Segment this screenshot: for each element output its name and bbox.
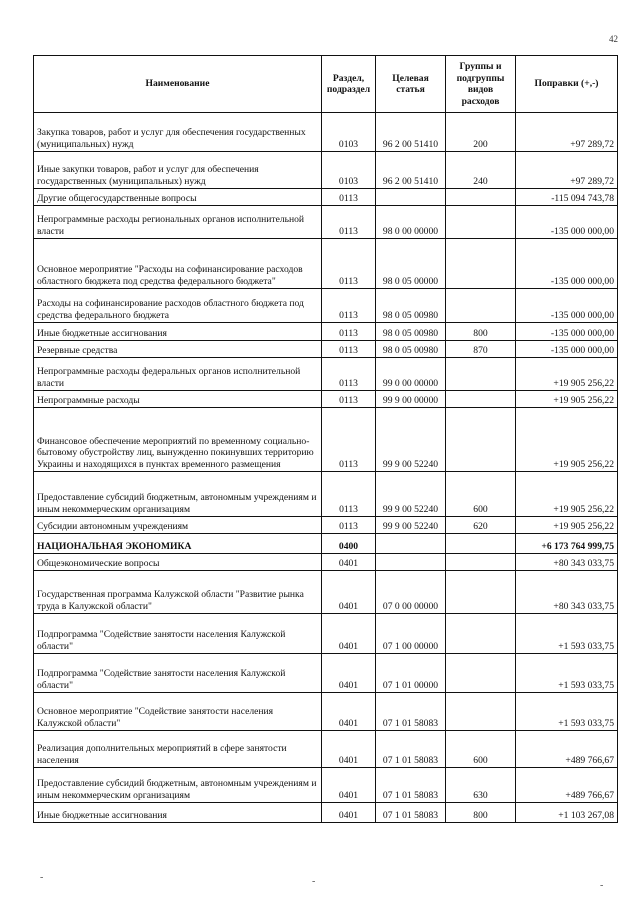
cell-target: 07 0 00 00000 [376,571,446,614]
cell-group [446,571,516,614]
table-row [34,113,618,152]
cell-name: Подпрограмма "Содействие занятости населения Калужской области" [34,614,322,654]
cell-section: 0401 [322,693,376,731]
cell-group: 800 [446,323,516,341]
cell-target: 07 1 01 58083 [376,803,446,823]
cell-section: 0113 [322,323,376,341]
cell-amount: +489 766,67 [516,731,618,768]
table-row [34,391,618,408]
table-row [34,152,618,189]
cell-name: Непрограммные расходы [34,391,322,408]
table-row [34,341,618,358]
cell-name: Реализация дополнительных мероприятий в сфере занятости населения [34,731,322,768]
cell-target: 96 2 00 51410 [376,113,446,152]
cell-group [446,554,516,571]
table-row [34,189,618,206]
cell-section: 0103 [322,152,376,189]
cell-target: 98 0 05 00980 [376,289,446,323]
cell-target: 99 9 00 52240 [376,517,446,534]
cell-name: Непрограммные расходы федеральных органов исполнительной власти [34,358,322,391]
cell-amount: +19 905 256,22 [516,517,618,534]
cell-name: Резервные средства [34,341,322,358]
cell-section: 0113 [322,358,376,391]
table-row [34,614,618,654]
cell-section: 0401 [322,654,376,693]
header-name: Наименование [34,56,322,113]
cell-section: 0401 [322,803,376,823]
cell-group: 600 [446,472,516,517]
cell-name: Финансовое обеспечение мероприятий по временному социально-бытовому обустройству лиц, вынужденно покинувших территорию Украины и находящихся в пунктах временного размещения [34,408,322,472]
cell-section: 0113 [322,391,376,408]
cell-target: 07 1 00 00000 [376,614,446,654]
cell-amount: +19 905 256,22 [516,408,618,472]
cell-section: 0401 [322,554,376,571]
cell-group [446,391,516,408]
cell-section: 0113 [322,189,376,206]
table-row [34,408,618,472]
cell-group [446,693,516,731]
table-row [34,323,618,341]
cell-section: 0400 [322,534,376,554]
table-row [34,517,618,534]
table-row [34,554,618,571]
cell-amount: +489 766,67 [516,768,618,803]
cell-target: 98 0 05 00980 [376,323,446,341]
cell-group: 600 [446,731,516,768]
cell-name: Общеэкономические вопросы [34,554,322,571]
table-header-row [34,56,618,113]
cell-amount: -135 000 000,00 [516,206,618,239]
table-body [34,113,618,823]
header-amount: Поправки (+,-) [516,56,618,113]
cell-section: 0113 [322,408,376,472]
cell-section: 0103 [322,113,376,152]
cell-amount: +97 289,72 [516,152,618,189]
cell-target [376,534,446,554]
cell-amount: +80 343 033,75 [516,571,618,614]
cell-section: 0401 [322,731,376,768]
cell-section: 0113 [322,472,376,517]
cell-amount: +6 173 764 999,75 [516,534,618,554]
header-section: Раздел, подраздел [322,56,376,113]
cell-group [446,289,516,323]
cell-name: Основное мероприятие "Содействие занятости населения Калужской области" [34,693,322,731]
cell-target: 99 9 00 52240 [376,408,446,472]
cell-name: Иные бюджетные ассигнования [34,323,322,341]
cell-target [376,554,446,571]
cell-group: 620 [446,517,516,534]
cell-section: 0113 [322,239,376,289]
cell-name: Иные закупки товаров, работ и услуг для обеспечения государственных (муниципальных) нужд [34,152,322,189]
cell-group [446,654,516,693]
cell-amount: +1 593 033,75 [516,693,618,731]
cell-name: Предоставление субсидий бюджетным, автономным учреждениям и иным некоммерческим организациям [34,768,322,803]
table-row [34,534,618,554]
cell-target: 07 1 01 58083 [376,768,446,803]
cell-target: 98 0 00 00000 [376,206,446,239]
table-row [34,239,618,289]
cell-group [446,358,516,391]
table-row [34,768,618,803]
cell-target: 99 9 00 52240 [376,472,446,517]
scan-mark-center: - [312,876,316,887]
cell-name: Государственная программа Калужской области "Развитие рынка труда в Калужской области" [34,571,322,614]
cell-name: НАЦИОНАЛЬНАЯ ЭКОНОМИКА [34,534,322,554]
cell-group [446,189,516,206]
cell-group: 800 [446,803,516,823]
table-row [34,654,618,693]
cell-group [446,614,516,654]
table-row [34,803,618,823]
header-target: Целевая статья [376,56,446,113]
cell-amount: +97 289,72 [516,113,618,152]
cell-name: Субсидии автономным учреждениям [34,517,322,534]
cell-amount: +80 343 033,75 [516,554,618,571]
cell-target: 07 1 01 00000 [376,654,446,693]
table-row [34,472,618,517]
cell-name: Предоставление субсидий бюджетным, автономным учреждениям и иным некоммерческим организациям [34,472,322,517]
cell-target: 99 0 00 00000 [376,358,446,391]
budget-amendments-table [33,55,618,823]
cell-section: 0401 [322,614,376,654]
cell-target: 96 2 00 51410 [376,152,446,189]
cell-amount: +19 905 256,22 [516,358,618,391]
cell-amount: -135 000 000,00 [516,239,618,289]
scan-mark-right: - [600,880,604,891]
cell-name: Непрограммные расходы региональных органов исполнительной власти [34,206,322,239]
cell-name: Другие общегосударственные вопросы [34,189,322,206]
cell-amount: -135 000 000,00 [516,289,618,323]
cell-group: 630 [446,768,516,803]
cell-group [446,206,516,239]
cell-section: 0401 [322,571,376,614]
cell-amount: -135 000 000,00 [516,341,618,358]
cell-name: Основное мероприятие "Расходы на софинансирование расходов областного бюджета под средства федерального бюджета" [34,239,322,289]
cell-section: 0401 [322,768,376,803]
scan-mark-left: - [40,872,44,883]
cell-name: Подпрограмма "Содействие занятости населения Калужской области" [34,654,322,693]
table-row [34,358,618,391]
table-row [34,206,618,239]
table-row [34,731,618,768]
cell-section: 0113 [322,517,376,534]
cell-amount: +19 905 256,22 [516,472,618,517]
cell-target: 98 0 05 00980 [376,341,446,358]
cell-amount: +19 905 256,22 [516,391,618,408]
cell-section: 0113 [322,341,376,358]
cell-name: Закупка товаров, работ и услуг для обеспечения государственных (муниципальных) нужд [34,113,322,152]
header-groups: Группы и подгруппы видов расходов [446,56,516,113]
cell-name: Иные бюджетные ассигнования [34,803,322,823]
table-row [34,693,618,731]
cell-group: 240 [446,152,516,189]
cell-group [446,408,516,472]
cell-amount: +1 593 033,75 [516,614,618,654]
cell-target [376,189,446,206]
cell-target: 07 1 01 58083 [376,731,446,768]
cell-group: 870 [446,341,516,358]
cell-amount: +1 103 267,08 [516,803,618,823]
cell-target: 98 0 05 00000 [376,239,446,289]
cell-amount: -135 000 000,00 [516,323,618,341]
cell-amount: +1 593 033,75 [516,654,618,693]
cell-section: 0113 [322,206,376,239]
page-number: 42 [609,34,618,44]
cell-amount: -115 094 743,78 [516,189,618,206]
table-row [34,571,618,614]
cell-target: 99 9 00 00000 [376,391,446,408]
table-row [34,289,618,323]
cell-group [446,239,516,289]
cell-group: 200 [446,113,516,152]
cell-target: 07 1 01 58083 [376,693,446,731]
cell-section: 0113 [322,289,376,323]
cell-group [446,534,516,554]
cell-name: Расходы на софинансирование расходов областного бюджета под средства федерального бюджета [34,289,322,323]
